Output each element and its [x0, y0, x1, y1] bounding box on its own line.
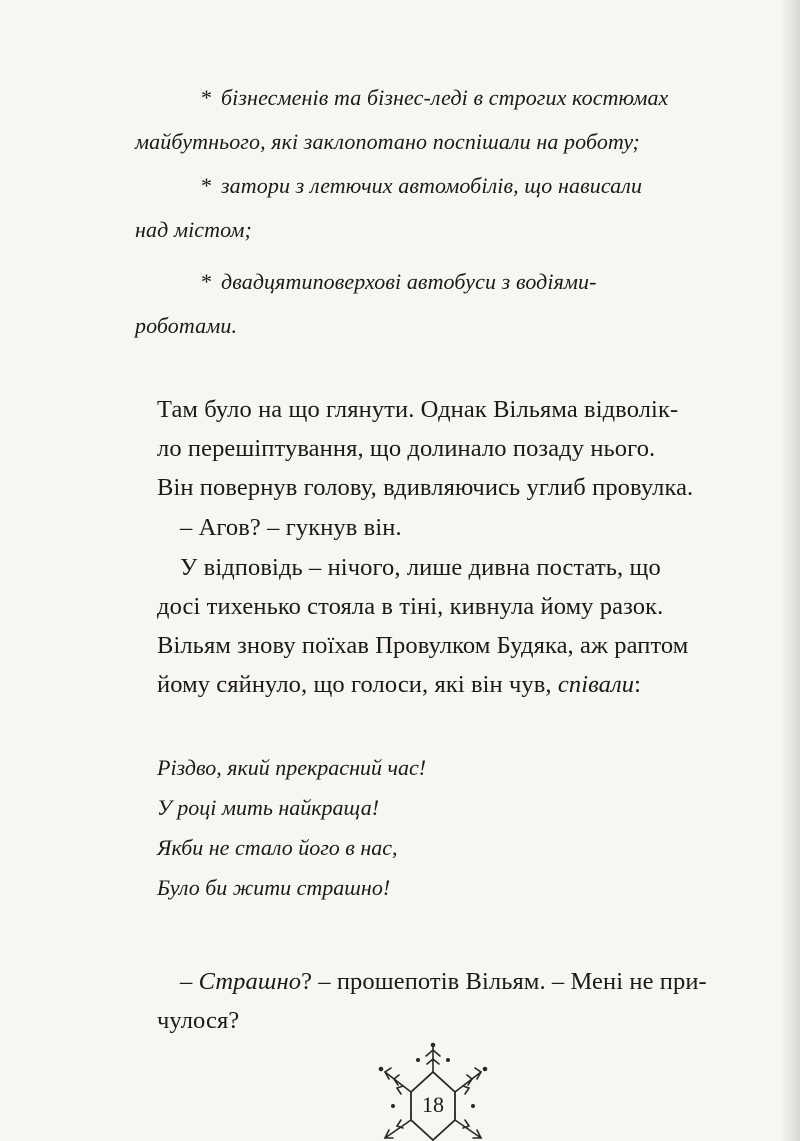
paragraph-line	[157, 962, 747, 1001]
poem-line: Було би жити страшно!	[157, 875, 391, 900]
poem-block	[157, 748, 657, 908]
bullet-text-line1: двадцятиповерхові автобуси з водіями-	[221, 269, 597, 294]
paragraph-3	[157, 548, 747, 704]
paragraph-2	[180, 508, 770, 547]
bullet-item-2	[135, 164, 697, 252]
paragraph-line: чулося?	[157, 1007, 240, 1034]
bullet-marker: *	[201, 269, 213, 294]
bullet-item-3	[135, 260, 697, 348]
bullet-item-1	[135, 76, 697, 164]
bullet-text-line2: роботами.	[135, 313, 238, 338]
poem-line: Різдво, який прекрасний час!	[157, 755, 427, 780]
paragraph-line	[157, 665, 747, 704]
paragraph-1	[157, 390, 747, 507]
page-number: 18	[422, 1092, 444, 1117]
text-run: –	[180, 968, 199, 995]
paragraph-line: Там було на що глянути. Однак Вільяма відволік-	[157, 396, 679, 423]
page-edge-shadow	[782, 0, 800, 1141]
paragraph-line: Вільям знову поїхав Провулком Будяка, аж раптом	[157, 632, 689, 659]
bullet-text-line1: бізнесменів та бізнес-леді в строгих костюмах	[221, 85, 669, 110]
bullet-text-line2: над містом;	[135, 217, 252, 242]
bullet-marker: *	[201, 173, 213, 198]
text-run: йому сяйнуло, що голоси, які він чув,	[157, 671, 558, 698]
text-run: :	[634, 671, 642, 698]
paragraph-line: – Агов? – гукнув він.	[180, 514, 402, 541]
poem-line: Якби не стало його в нас,	[157, 835, 398, 860]
poem-line: У році мить найкраща!	[157, 795, 380, 820]
bullet-text-line2: майбутнього, які заклопотано поспішали на роботу;	[135, 129, 640, 154]
bullet-marker: *	[201, 85, 213, 110]
paragraph-line: Він повернув голову, вдивляючись углиб провулка.	[157, 474, 694, 501]
paragraph-line: У відповідь – нічого, лише дивна постать, що	[180, 554, 661, 581]
text-run: ? – прошепотів Вільям. – Мені не при-	[301, 968, 707, 995]
italic-word: співали	[557, 671, 635, 698]
paragraph-line: ло перешіптування, що долинало позаду нього.	[157, 435, 656, 462]
bullet-text-line1: затори з летючих автомобілів, що нависали	[221, 173, 643, 198]
paragraph-line: досі тихенько стояла в тіні, кивнула йому разок.	[157, 593, 664, 620]
paragraph-4	[157, 962, 747, 1040]
italic-word: Страшно	[198, 968, 302, 995]
